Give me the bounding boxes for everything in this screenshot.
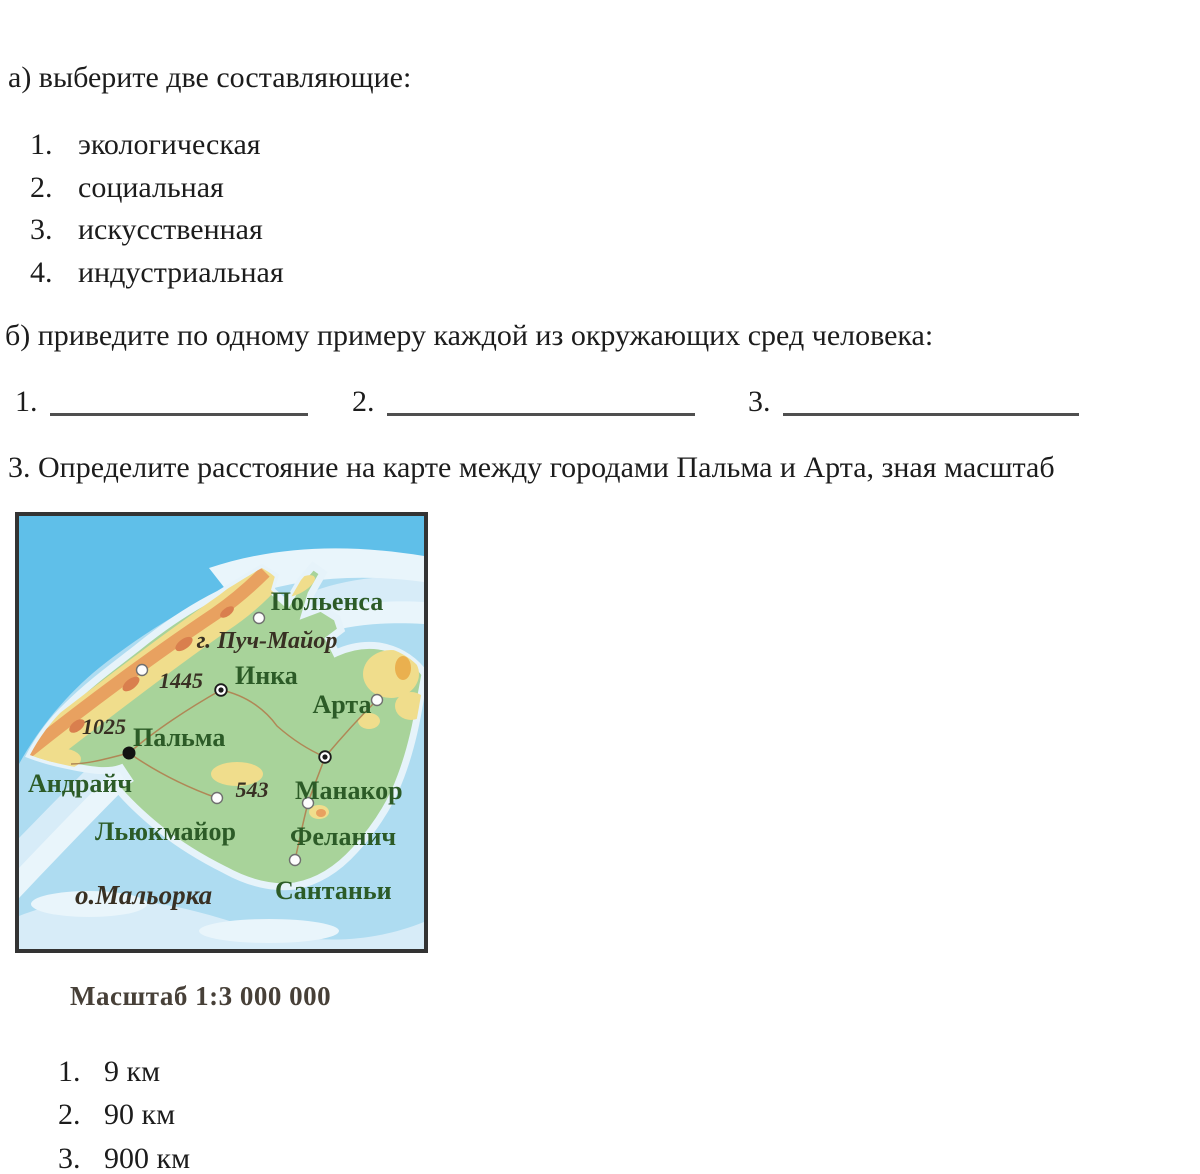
mallorca-map xyxy=(15,512,428,953)
label-elev-543: 543 xyxy=(235,777,269,802)
option-number: 4. xyxy=(30,256,53,289)
answer-text: 9 км xyxy=(104,1055,161,1088)
question-b-label: б) приведите по одному примеру каждой из окружающих сред человека: xyxy=(5,319,934,352)
option-number: 3. xyxy=(30,213,53,246)
blank-number: 2. xyxy=(352,385,375,418)
blank-answer-2 xyxy=(352,385,695,419)
list-item xyxy=(58,1141,190,1174)
list-item xyxy=(58,1097,175,1133)
map-scale-caption: Масштаб 1:3 000 000 xyxy=(70,981,332,1011)
list-item xyxy=(30,212,263,248)
label-island-malorka: о.Мальорка xyxy=(75,880,213,910)
label-santani: Сантаньи xyxy=(275,876,392,905)
label-inka: Инка xyxy=(235,661,298,690)
answer-text: 900 км xyxy=(104,1142,191,1174)
label-elev-1445: 1445 xyxy=(159,668,203,693)
question-3-label: 3. Определите расстояние на карте между городами Пальма и Арта, зная масштаб xyxy=(8,451,1055,484)
city-marker-polensa xyxy=(254,613,265,624)
question-a-label: а) выберите две составляющие: xyxy=(8,61,412,94)
option-number: 2. xyxy=(30,171,53,204)
city-marker-santani xyxy=(290,855,301,866)
option-number: 1. xyxy=(30,128,53,161)
answer-text: 90 км xyxy=(104,1098,176,1131)
label-felanich: Феланич xyxy=(290,822,397,851)
city-marker-west-town xyxy=(137,665,148,676)
answer-blank-line xyxy=(387,389,695,416)
answer-blank-line xyxy=(50,389,308,416)
option-text: социальная xyxy=(78,171,224,204)
city-marker-lyukmaior xyxy=(212,793,223,804)
answer-blank-line xyxy=(783,389,1079,416)
option-text: искусственная xyxy=(78,213,263,246)
city-marker-manakor-dot xyxy=(322,754,327,759)
option-text: индустриальная xyxy=(78,256,284,289)
label-manakor: Манакор xyxy=(295,776,403,805)
blank-answer-1 xyxy=(15,385,308,419)
blank-number: 1. xyxy=(15,385,38,418)
list-item xyxy=(30,127,261,163)
label-andraich: Андрайч xyxy=(28,769,133,798)
answer-number: 3. xyxy=(58,1142,81,1174)
hill-peak-felanich xyxy=(316,809,326,817)
option-text: экологическая xyxy=(78,128,261,161)
city-marker-arta xyxy=(372,695,383,706)
label-arta: Арта xyxy=(312,690,372,719)
list-item xyxy=(30,170,224,206)
answer-number: 1. xyxy=(58,1055,81,1088)
sea-wisp xyxy=(199,919,339,943)
label-elev-1025: 1025 xyxy=(82,714,126,739)
list-item xyxy=(30,255,284,291)
blank-number: 3. xyxy=(748,385,771,418)
list-item xyxy=(58,1054,160,1090)
city-marker-inka-dot xyxy=(218,687,223,692)
label-lyukmaior: Льюкмайор xyxy=(95,817,236,846)
label-palma: Пальма xyxy=(133,723,226,752)
label-puch-major: г. Пуч-Майор xyxy=(196,628,338,654)
hill-peak-northeast xyxy=(395,656,411,680)
label-polensa: Польенса xyxy=(270,587,384,616)
blank-answer-3 xyxy=(748,385,1079,419)
mallorca-map-svg xyxy=(19,516,424,949)
answer-number: 2. xyxy=(58,1098,81,1131)
